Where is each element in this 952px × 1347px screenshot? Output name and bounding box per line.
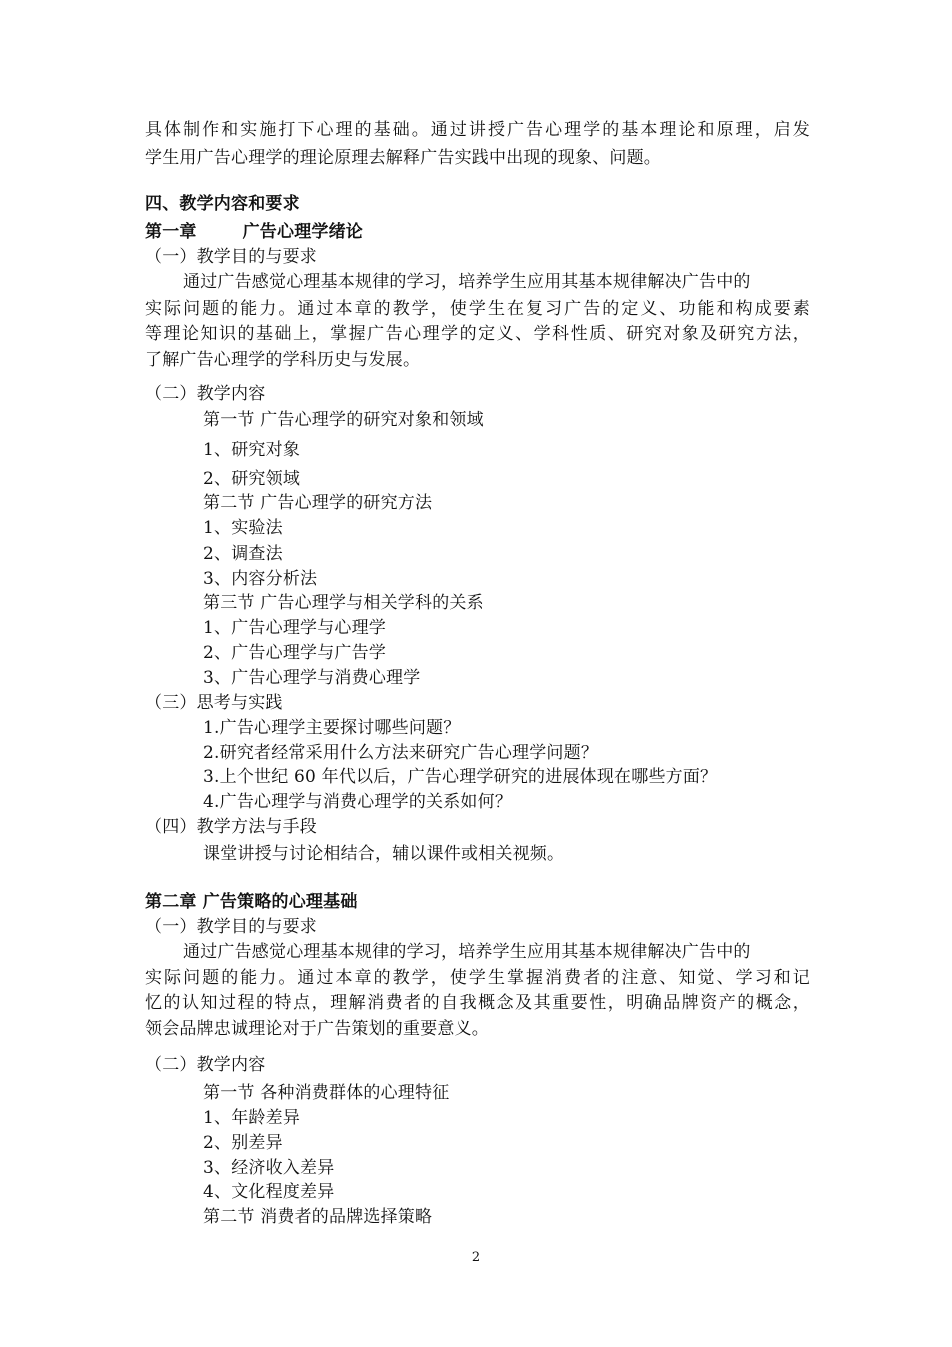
ch1-practice-item: 4.广告心理学与消费心理学的关系如何？ xyxy=(203,792,513,812)
ch1-content-item: 第二节 广告心理学的研究方法 xyxy=(203,493,433,513)
chapter-1-title: 广告心理学绪论 xyxy=(242,222,364,242)
ch2-content-label: （二）教学内容 xyxy=(145,1055,266,1075)
ch1-practice-item: 3.上个世纪 60 年代以后，广告心理学研究的进展体现在哪些方面？ xyxy=(203,767,718,787)
ch2-goal-label: （一）教学目的与要求 xyxy=(145,917,317,937)
ch2-goal-line: 通过广告感觉心理基本规律的学习，培养学生应用其基本规律解决广告中的 xyxy=(183,942,751,962)
ch2-content-item: 1、年龄差异 xyxy=(203,1108,301,1128)
ch2-goal-line: 实际问题的能力。通过本章的教学，使学生掌握消费者的注意、知觉、学习和记 xyxy=(145,968,810,988)
intro-line-1: 具体制作和实施打下心理的基础。通过讲授广告心理学的基本理论和原理，启发 xyxy=(145,120,810,140)
ch1-content-item: 第三节 广告心理学与相关学科的关系 xyxy=(203,593,484,613)
chapter-2-heading: 第二章 广告策略的心理基础 xyxy=(145,892,358,912)
ch1-content-item: 2、研究领域 xyxy=(203,469,301,489)
ch1-goal-line: 实际问题的能力。通过本章的教学，使学生在复习广告的定义、功能和构成要素 xyxy=(145,299,810,319)
ch1-content-item: 1、广告心理学与心理学 xyxy=(203,618,387,638)
ch1-content-item: 2、广告心理学与广告学 xyxy=(203,643,387,663)
ch2-content-item: 2、别差异 xyxy=(203,1133,283,1153)
ch1-method-text: 课堂讲授与讨论相结合，辅以课件或相关视频。 xyxy=(203,844,565,864)
ch1-goal-label: （一）教学目的与要求 xyxy=(145,247,317,267)
page-number: 2 xyxy=(471,1250,481,1265)
ch1-practice-item: 1.广告心理学主要探讨哪些问题？ xyxy=(203,718,461,738)
ch2-content-item: 4、文化程度差异 xyxy=(203,1182,335,1202)
ch1-content-item: 2、调查法 xyxy=(203,544,283,564)
ch1-content-item: 第一节 广告心理学的研究对象和领域 xyxy=(203,410,484,430)
ch1-method-label: （四）教学方法与手段 xyxy=(145,817,317,837)
ch1-content-item: 3、广告心理学与消费心理学 xyxy=(203,668,421,688)
ch2-content-item: 3、经济收入差异 xyxy=(203,1158,335,1178)
section-title: 四、教学内容和要求 xyxy=(145,194,300,214)
ch1-content-item: 1、实验法 xyxy=(203,518,283,538)
ch2-goal-line: 忆的认知过程的特点，理解消费者的自我概念及其重要性，明确品牌资产的概念， xyxy=(145,993,810,1013)
ch2-content-item: 第二节 消费者的品牌选择策略 xyxy=(203,1207,433,1227)
ch2-content-item: 第一节 各种消费群体的心理特征 xyxy=(203,1083,450,1103)
ch1-content-label: （二）教学内容 xyxy=(145,384,266,404)
ch1-content-item: 1、研究对象 xyxy=(203,440,301,460)
ch1-goal-line: 等理论知识的基础上，掌握广告心理学的定义、学科性质、研究对象及研究方法， xyxy=(145,324,810,344)
ch1-goal-line: 通过广告感觉心理基本规律的学习，培养学生应用其基本规律解决广告中的 xyxy=(183,272,751,292)
chapter-1-heading xyxy=(145,220,363,244)
ch1-practice-label: （三）思考与实践 xyxy=(145,693,283,713)
ch2-goal-line: 领会品牌忠诚理论对于广告策划的重要意义。 xyxy=(145,1019,489,1039)
intro-line-2: 学生用广告心理学的理论原理去解释广告实践中出现的现象、问题。 xyxy=(145,148,661,168)
ch1-content-item: 3、内容分析法 xyxy=(203,569,318,589)
ch1-practice-item: 2.研究者经常采用什么方法来研究广告心理学问题？ xyxy=(203,743,599,763)
chapter-1-number: 第一章 xyxy=(145,222,197,242)
ch1-goal-line: 了解广告心理学的学科历史与发展。 xyxy=(145,350,421,370)
